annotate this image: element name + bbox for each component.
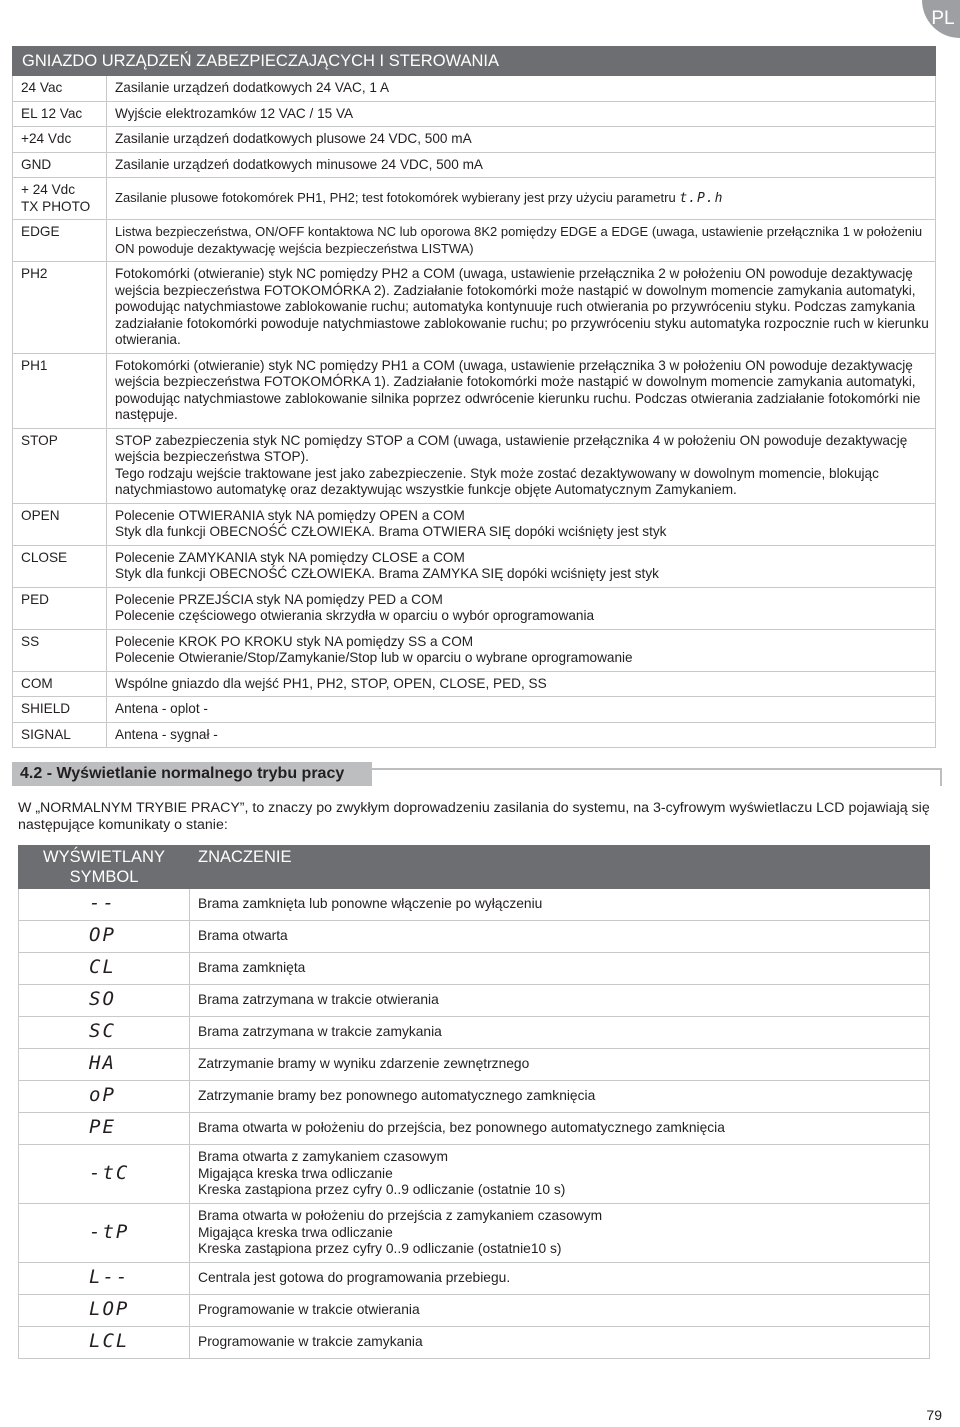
lcd-symbol: PE: [89, 1116, 116, 1139]
description-text: Polecenie KROK PO KROKU styk NA pomiędzy SS a COM: [115, 633, 474, 649]
terminal-label: [13, 629, 107, 671]
meaning-text: Programowanie w trakcie zamykania: [198, 1334, 423, 1350]
lcd-symbol: LOP: [89, 1298, 130, 1321]
lcd-symbol: -tP: [89, 1220, 130, 1243]
description-text: STOP zabezpieczenia styk NC pomiędzy STOP a COM (uwaga, ustawienie przełącznika 4 w położeniu ON powoduje dezaktywację wejścia bezpieczeństwa STOP).: [115, 432, 908, 464]
meaning-cell: [190, 1263, 930, 1295]
terminal-label-text: CLOSE: [21, 549, 68, 565]
symbol-row: [19, 1204, 930, 1263]
description-text: Polecenie częściowego otwierania skrzydła w oparciu o wybór oprogramowania: [115, 608, 595, 623]
description-text: Zasilanie urządzeń dodatkowych 24 VAC, 1 A: [115, 80, 390, 95]
symbol-cell: [19, 1049, 190, 1081]
meaning-cell: [190, 1295, 930, 1327]
meaning-text: Zatrzymanie bramy bez ponownego automatycznego zamknięcia: [198, 1088, 596, 1104]
description-text: Antena - sygnał -: [115, 726, 218, 742]
terminal-description: [107, 76, 936, 102]
symbol-row: [19, 1263, 930, 1295]
symbol-row: [19, 889, 930, 921]
terminal-row: [13, 587, 936, 629]
symbol-row: [19, 1295, 930, 1327]
meaning-cell: [190, 953, 930, 985]
terminal-label-text: +24 Vdc: [21, 131, 72, 146]
symbol-cell: [19, 921, 190, 953]
meaning-text: Programowanie w trakcie otwierania: [198, 1302, 420, 1318]
symbol-row: [19, 1145, 930, 1204]
terminal-label-text: PED: [21, 591, 49, 607]
section-intro: W „NORMALNYM TRYBIE PRACY”, to znaczy po zwykłym doprowadzeniu zasilania do systemu, na 3-cyfrowym wyświetlaczu LCD pojawiają się następujące komunikaty o stanie:: [18, 800, 930, 833]
description-text: Styk dla funkcji OBECNOŚĆ CZŁOWIEKA. Brama OTWIERA SIĘ dopóki wciśnięty jest styk: [115, 524, 667, 539]
meaning-text: Kreska zastąpiona przez cyfry 0..9 odliczanie (ostatnie 10 s): [198, 1182, 566, 1198]
symbol-cell: [19, 1017, 190, 1049]
column-header-meaning: ZNACZENIE: [190, 846, 930, 889]
meaning-text: Brama otwarta w położeniu do przejścia, bez ponownego automatycznego zamknięcia: [198, 1120, 725, 1136]
terminal-row: [13, 220, 936, 262]
terminal-description: [107, 127, 936, 153]
description-text: Polecenie PRZEJŚCIA styk NA pomiędzy PED a COM: [115, 591, 443, 607]
terminal-label-text: + 24 Vdc: [21, 182, 76, 197]
terminal-label-text: EDGE: [21, 224, 60, 239]
page-number: 79: [926, 1407, 942, 1423]
meaning-text: Brama zamknięta lub ponowne włączenie po wyłączeniu: [198, 896, 543, 912]
symbol-cell: [19, 1113, 190, 1145]
symbol-cell: [19, 1081, 190, 1113]
symbol-cell: [19, 953, 190, 985]
terminal-description: [107, 671, 936, 697]
meaning-text: Brama zamknięta: [198, 960, 306, 976]
terminal-description: [107, 503, 936, 545]
terminal-row: [13, 353, 936, 428]
terminal-label: [13, 220, 107, 262]
lcd-symbol: HA: [89, 1052, 116, 1075]
terminal-label-text: PH1: [21, 357, 48, 373]
meaning-cell: [190, 889, 930, 921]
description-text: Wyjście elektrozamków 12 VAC / 15 VA: [115, 105, 354, 121]
terminal-row: [13, 101, 936, 127]
terminal-description: [107, 353, 936, 428]
meaning-text: Brama otwarta z zamykaniem czasowym: [198, 1149, 448, 1165]
description-text: Zasilanie plusowe fotokomórek PH1, PH2; test fotokomórek wybierany jest przy użyciu parametru: [115, 190, 676, 205]
terminal-label-text: 24 Vac: [21, 80, 63, 95]
terminal-label-text: STOP: [21, 432, 58, 448]
terminal-label: [13, 428, 107, 503]
terminal-description: [107, 262, 936, 354]
symbol-row: [19, 921, 930, 953]
terminal-label: [13, 671, 107, 697]
meaning-text: Centrala jest gotowa do programowania przebiegu.: [198, 1270, 511, 1286]
terminal-row: [13, 262, 936, 354]
symbol-cell: [19, 1204, 190, 1263]
terminal-description: [107, 178, 936, 220]
column-header-symbol: WYŚWIETLANY SYMBOL: [19, 846, 190, 889]
terminal-row: [13, 178, 936, 220]
description-text: Antena - oplot -: [115, 701, 208, 716]
meaning-text: Kreska zastąpiona przez cyfry 0..9 odliczanie (ostatnie10 s): [198, 1241, 562, 1257]
symbol-row: [19, 985, 930, 1017]
meaning-cell: [190, 985, 930, 1017]
description-text: Zasilanie urządzeń dodatkowych minusowe 24 VDC, 500 mA: [115, 156, 483, 172]
terminal-label: [13, 127, 107, 153]
description-text: Listwa bezpieczeństwa, ON/OFF kontaktowa NC lub oporowa 8K2 pomiędzy EDGE a EDGE (uwaga, ustawienie przełącznika 1 w położeniu ON powoduje dezaktywację wejścia bezpieczeństwa LISTWA): [115, 224, 923, 256]
terminal-table: [12, 46, 936, 748]
terminal-description: [107, 722, 936, 748]
symbol-row: [19, 1081, 930, 1113]
symbol-cell: [19, 985, 190, 1017]
lcd-symbol: SO: [89, 988, 116, 1011]
terminal-label-text: TX PHOTO: [21, 198, 91, 214]
lcd-symbol: SC: [89, 1020, 116, 1043]
terminal-row: [13, 428, 936, 503]
terminal-row: [13, 671, 936, 697]
terminal-description: [107, 428, 936, 503]
description-text: Polecenie OTWIERANIA styk NA pomiędzy OPEN a COM: [115, 507, 465, 523]
terminal-label: [13, 587, 107, 629]
terminal-label-text: SS: [21, 633, 40, 649]
display-symbol-table: [18, 845, 930, 1359]
meaning-cell: [190, 1017, 930, 1049]
meaning-cell: [190, 921, 930, 953]
meaning-text: Brama zatrzymana w trakcie zamykania: [198, 1024, 442, 1040]
meaning-cell: [190, 1113, 930, 1145]
lcd-symbol: oP: [89, 1084, 116, 1107]
symbol-row: [19, 1049, 930, 1081]
terminal-label-text: EL 12 Vac: [21, 105, 83, 121]
terminal-label: [13, 545, 107, 587]
terminal-description: [107, 220, 936, 262]
terminal-label-text: SHIELD: [21, 701, 71, 716]
lcd-symbol: --: [89, 892, 116, 915]
terminal-label: [13, 178, 107, 220]
description-text: Tego rodzaju wejście traktowane jest jako zabezpieczenie. Styk może zostać dezaktywowany w dowolnym momencie, blokując natychmiastowo automatykę oraz dezaktywując wszystkie funkcje objęte Automatycznym Zamykaniem.: [115, 465, 879, 497]
terminal-label: [13, 722, 107, 748]
symbol-cell: [19, 1263, 190, 1295]
description-text: Polecenie ZAMYKANIA styk NA pomiędzy CLOSE a COM: [115, 549, 465, 565]
meaning-text: Brama zatrzymana w trakcie otwierania: [198, 992, 439, 1008]
symbol-row: [19, 1113, 930, 1145]
terminal-label-text: PH2: [21, 266, 48, 281]
symbol-cell: [19, 889, 190, 921]
terminal-label: [13, 152, 107, 178]
lcd-symbol: CL: [89, 956, 116, 979]
symbol-row: [19, 953, 930, 985]
terminal-label-text: SIGNAL: [21, 726, 71, 742]
description-text: Polecenie Otwieranie/Stop/Zamykanie/Stop lub w oparciu o wybrane oprogramowanie: [115, 650, 633, 665]
terminal-row: [13, 503, 936, 545]
lcd-symbol: OP: [89, 924, 116, 947]
meaning-cell: [190, 1327, 930, 1359]
terminal-description: [107, 697, 936, 723]
meaning-cell: [190, 1204, 930, 1263]
symbol-row: [19, 1017, 930, 1049]
language-badge: PL: [922, 0, 960, 38]
meaning-cell: [190, 1081, 930, 1113]
terminal-label-text: GND: [21, 156, 52, 172]
terminal-row: [13, 697, 936, 723]
description-text: Zasilanie urządzeń dodatkowych plusowe 24 VDC, 500 mA: [115, 131, 472, 146]
terminal-label: [13, 697, 107, 723]
terminal-label: [13, 76, 107, 102]
description-text: Fotokomórki (otwieranie) styk NC pomiędzy PH2 a COM (uwaga, ustawienie przełącznika 2 w położeniu ON powoduje dezaktywację wejścia bezpieczeństwa FOTOKOMÓRKA 2). Zadziałanie fotokomórki może nastąpić w dowolnym momencie zamykania automatyki, powodując natychmiastowe zablokowanie ruchu; automatyka kontynuuje ruch otwierania po przywróceniu styku. Podczas zamykania zadziałanie fotokomórki powoduje natychmiastowe zablokowanie ruchu; po przywróceniu styku automatyka rozpocznie ruch w kierunku otwierania.: [115, 266, 929, 347]
terminal-description: [107, 152, 936, 178]
symbol-row: [19, 1327, 930, 1359]
meaning-cell: [190, 1049, 930, 1081]
terminal-row: [13, 152, 936, 178]
terminal-row: [13, 127, 936, 153]
terminal-label: [13, 503, 107, 545]
terminal-label-text: OPEN: [21, 507, 60, 523]
meaning-cell: [190, 1145, 930, 1204]
meaning-text: Brama otwarta: [198, 928, 288, 944]
description-text: Styk dla funkcji OBECNOŚĆ CZŁOWIEKA. Brama ZAMYKA SIĘ dopóki wciśnięty jest styk: [115, 566, 659, 581]
terminal-description: [107, 629, 936, 671]
parameter-code: t.P.h: [679, 191, 724, 206]
terminal-label: [13, 101, 107, 127]
section-title: 4.2 - Wyświetlanie normalnego trybu pracy: [12, 762, 372, 786]
terminal-label: [13, 353, 107, 428]
meaning-text: Zatrzymanie bramy w wyniku zdarzenie zewnętrznego: [198, 1056, 530, 1072]
description-text: Fotokomórki (otwieranie) styk NC pomiędzy PH1 a COM (uwaga, ustawienie przełącznika 3 w położeniu ON powoduje dezaktywację wejścia bezpieczeństwa FOTOKOMÓRKA 1). Zadziałanie fotokomórki może nastąpić w dowolnym momencie zamykania automatyki, powodując natychmiastowe zablokowanie silnika poprzez odwrócenie kierunku ruchu. Podczas otwierania zadziałanie fotokomórki nie następuje.: [115, 357, 921, 422]
meaning-text: Migająca kreska trwa odliczanie: [198, 1224, 393, 1240]
lcd-symbol: L--: [89, 1266, 130, 1289]
meaning-text: Brama otwarta w położeniu do przejścia z zamykaniem czasowym: [198, 1208, 603, 1224]
terminal-row: [13, 629, 936, 671]
terminal-table-header: GNIAZDO URZĄDZEŃ ZABEZPIECZAJĄCYCH I STEROWANIA: [13, 47, 936, 76]
terminal-description: [107, 101, 936, 127]
meaning-text: Migająca kreska trwa odliczanie: [198, 1165, 393, 1181]
lcd-symbol: -tC: [89, 1161, 130, 1184]
terminal-label: [13, 262, 107, 354]
lcd-symbol: LCL: [89, 1330, 130, 1353]
terminal-description: [107, 545, 936, 587]
terminal-row: [13, 545, 936, 587]
terminal-description: [107, 587, 936, 629]
terminal-row: [13, 722, 936, 748]
symbol-cell: [19, 1327, 190, 1359]
symbol-cell: [19, 1295, 190, 1327]
symbol-cell: [19, 1145, 190, 1204]
terminal-label-text: COM: [21, 675, 53, 691]
description-text: Wspólne gniazdo dla wejść PH1, PH2, STOP, OPEN, CLOSE, PED, SS: [115, 675, 547, 691]
terminal-row: [13, 76, 936, 102]
